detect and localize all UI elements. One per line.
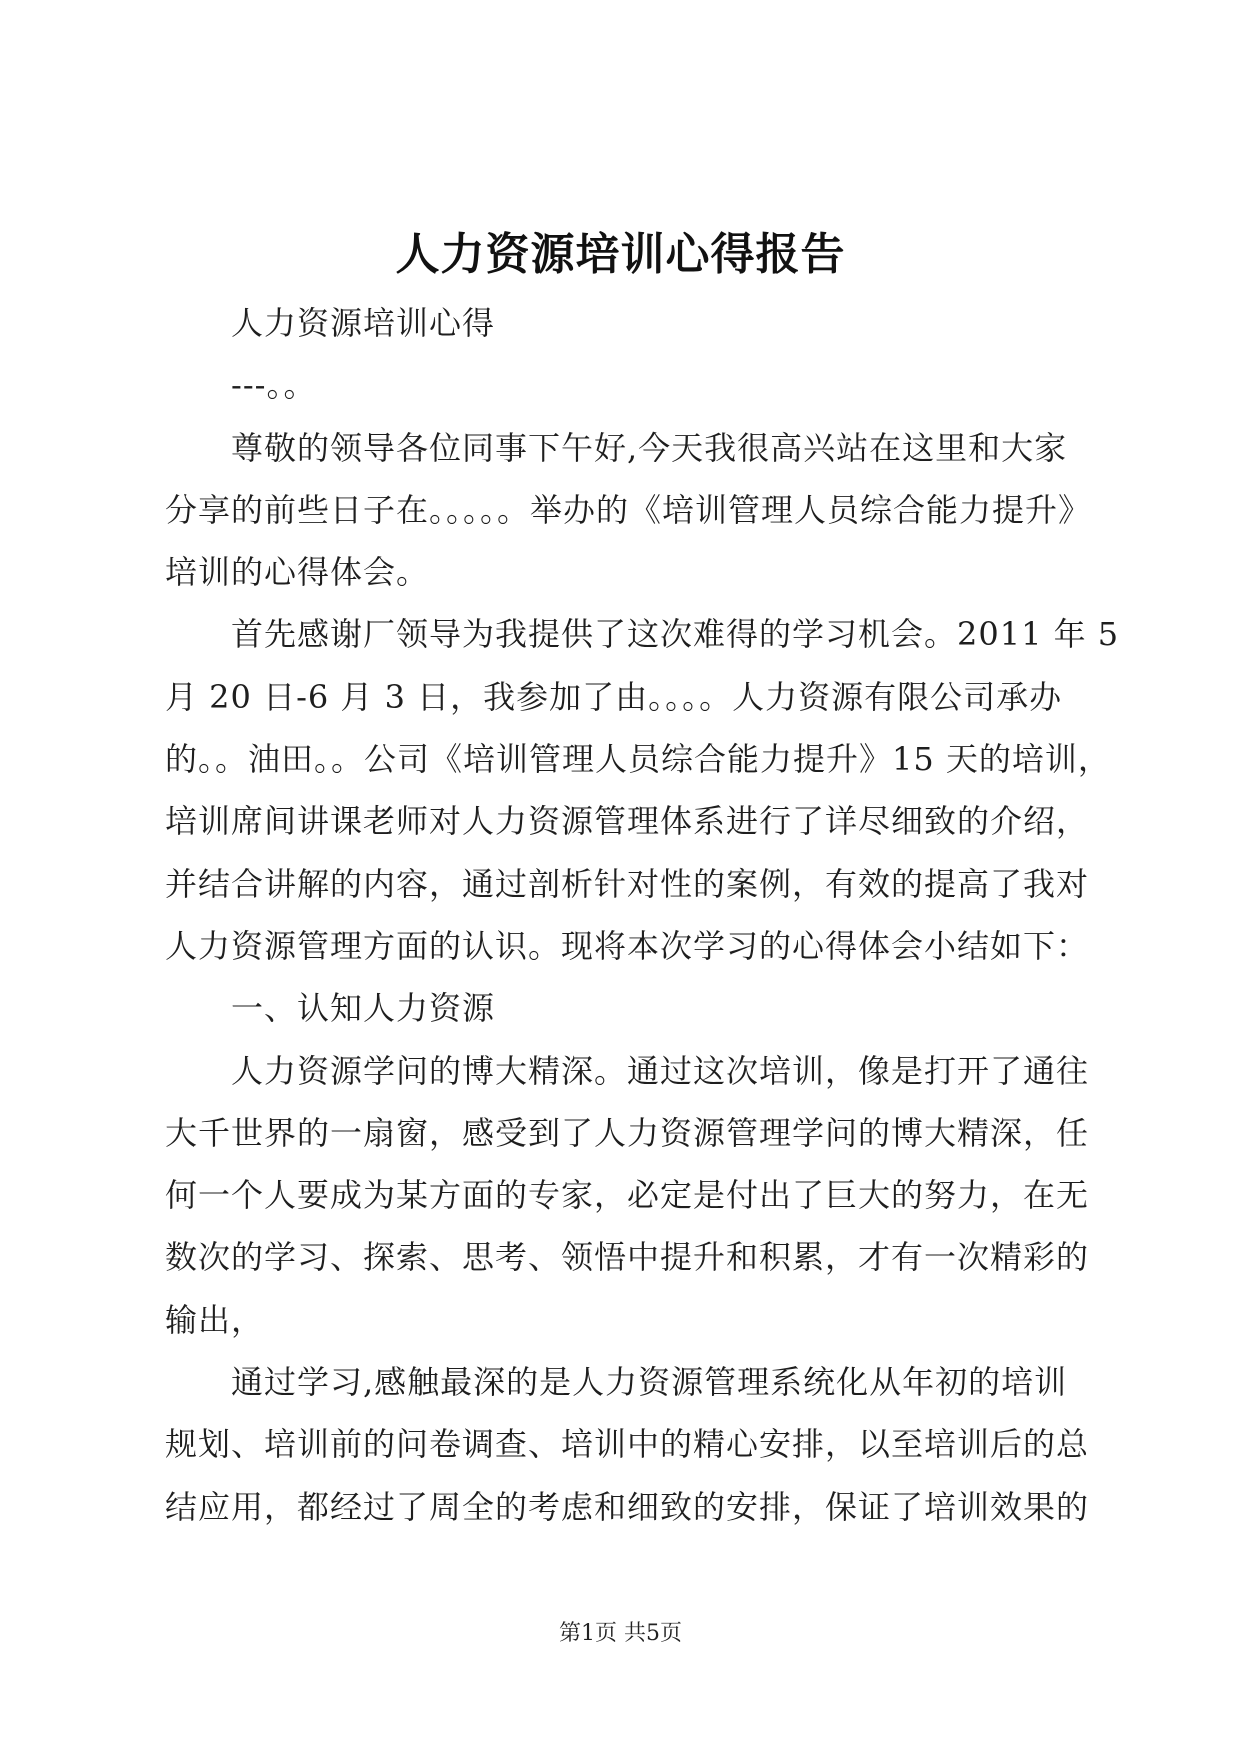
text-line: 月 20 日-6 月 3 日，我参加了由。。。。人力资源有限公司承办 [165,677,1063,716]
text-line: 人力资源学问的博大精深。通过这次培训，像是打开了通往 [231,1051,1090,1090]
text-line: 分享的前些日子在。。。。。举办的《培训管理人员综合能力提升》 [165,490,1092,529]
text-line: 数次的学习、探索、思考、领悟中提升和积累，才有一次精彩的 [165,1238,1090,1277]
text-line: 培训席间讲课老师对人力资源管理体系进行了详尽细致的介绍， [165,802,1090,841]
paragraph-author [165,354,1175,416]
paragraph-section-1a [165,1040,1175,1351]
text-line: 何一个人要成为某方面的专家，必定是付出了巨大的努力，在无 [165,1176,1090,1215]
text-line: 人力资源培训心得 [231,304,496,342]
text-line: 首先感谢厂领导为我提供了这次难得的学习机会。2011 年 5 [231,615,1120,654]
text-line: 结应用，都经过了周全的考虑和细致的安排，保证了培训效果的 [165,1487,1090,1526]
paragraph-section-1b [165,1351,1175,1538]
text-line: 人力资源管理方面的认识。现将本次学习的心得体会小结如下： [165,926,1090,965]
section-heading [165,977,1175,1039]
text-line: 的。。油田。。公司《培训管理人员综合能力提升》15 天的培训， [165,740,1111,779]
paragraph-introduction [165,603,1175,977]
paragraph-subtitle [165,292,1175,354]
text-line: 规划、培训前的问卷调查、培训中的精心安排，以至培训后的总 [165,1425,1090,1464]
text-line: 一、认知人力资源 [231,989,496,1028]
text-line: 大千世界的一扇窗，感受到了人力资源管理学问的博大精深，任 [165,1113,1090,1152]
text-line: 输出， [165,1300,265,1339]
text-line: ---。。 [231,366,317,405]
text-line: 尊敬的领导各位同事下午好,今天我很高兴站在这里和大家 [231,428,1068,467]
document-body [165,292,1175,1538]
document-title: 人力资源培训心得报告 [395,229,846,280]
paragraph-greeting [165,417,1175,604]
text-line: 并结合讲解的内容，通过剖析针对性的案例，有效的提高了我对 [165,864,1090,903]
text-line: 培训的心得体会。 [165,553,430,592]
page-number-footer: 第1页 共5页 [559,1621,682,1646]
text-line: 通过学习,感触最深的是人力资源管理系统化从年初的培训 [231,1363,1068,1402]
